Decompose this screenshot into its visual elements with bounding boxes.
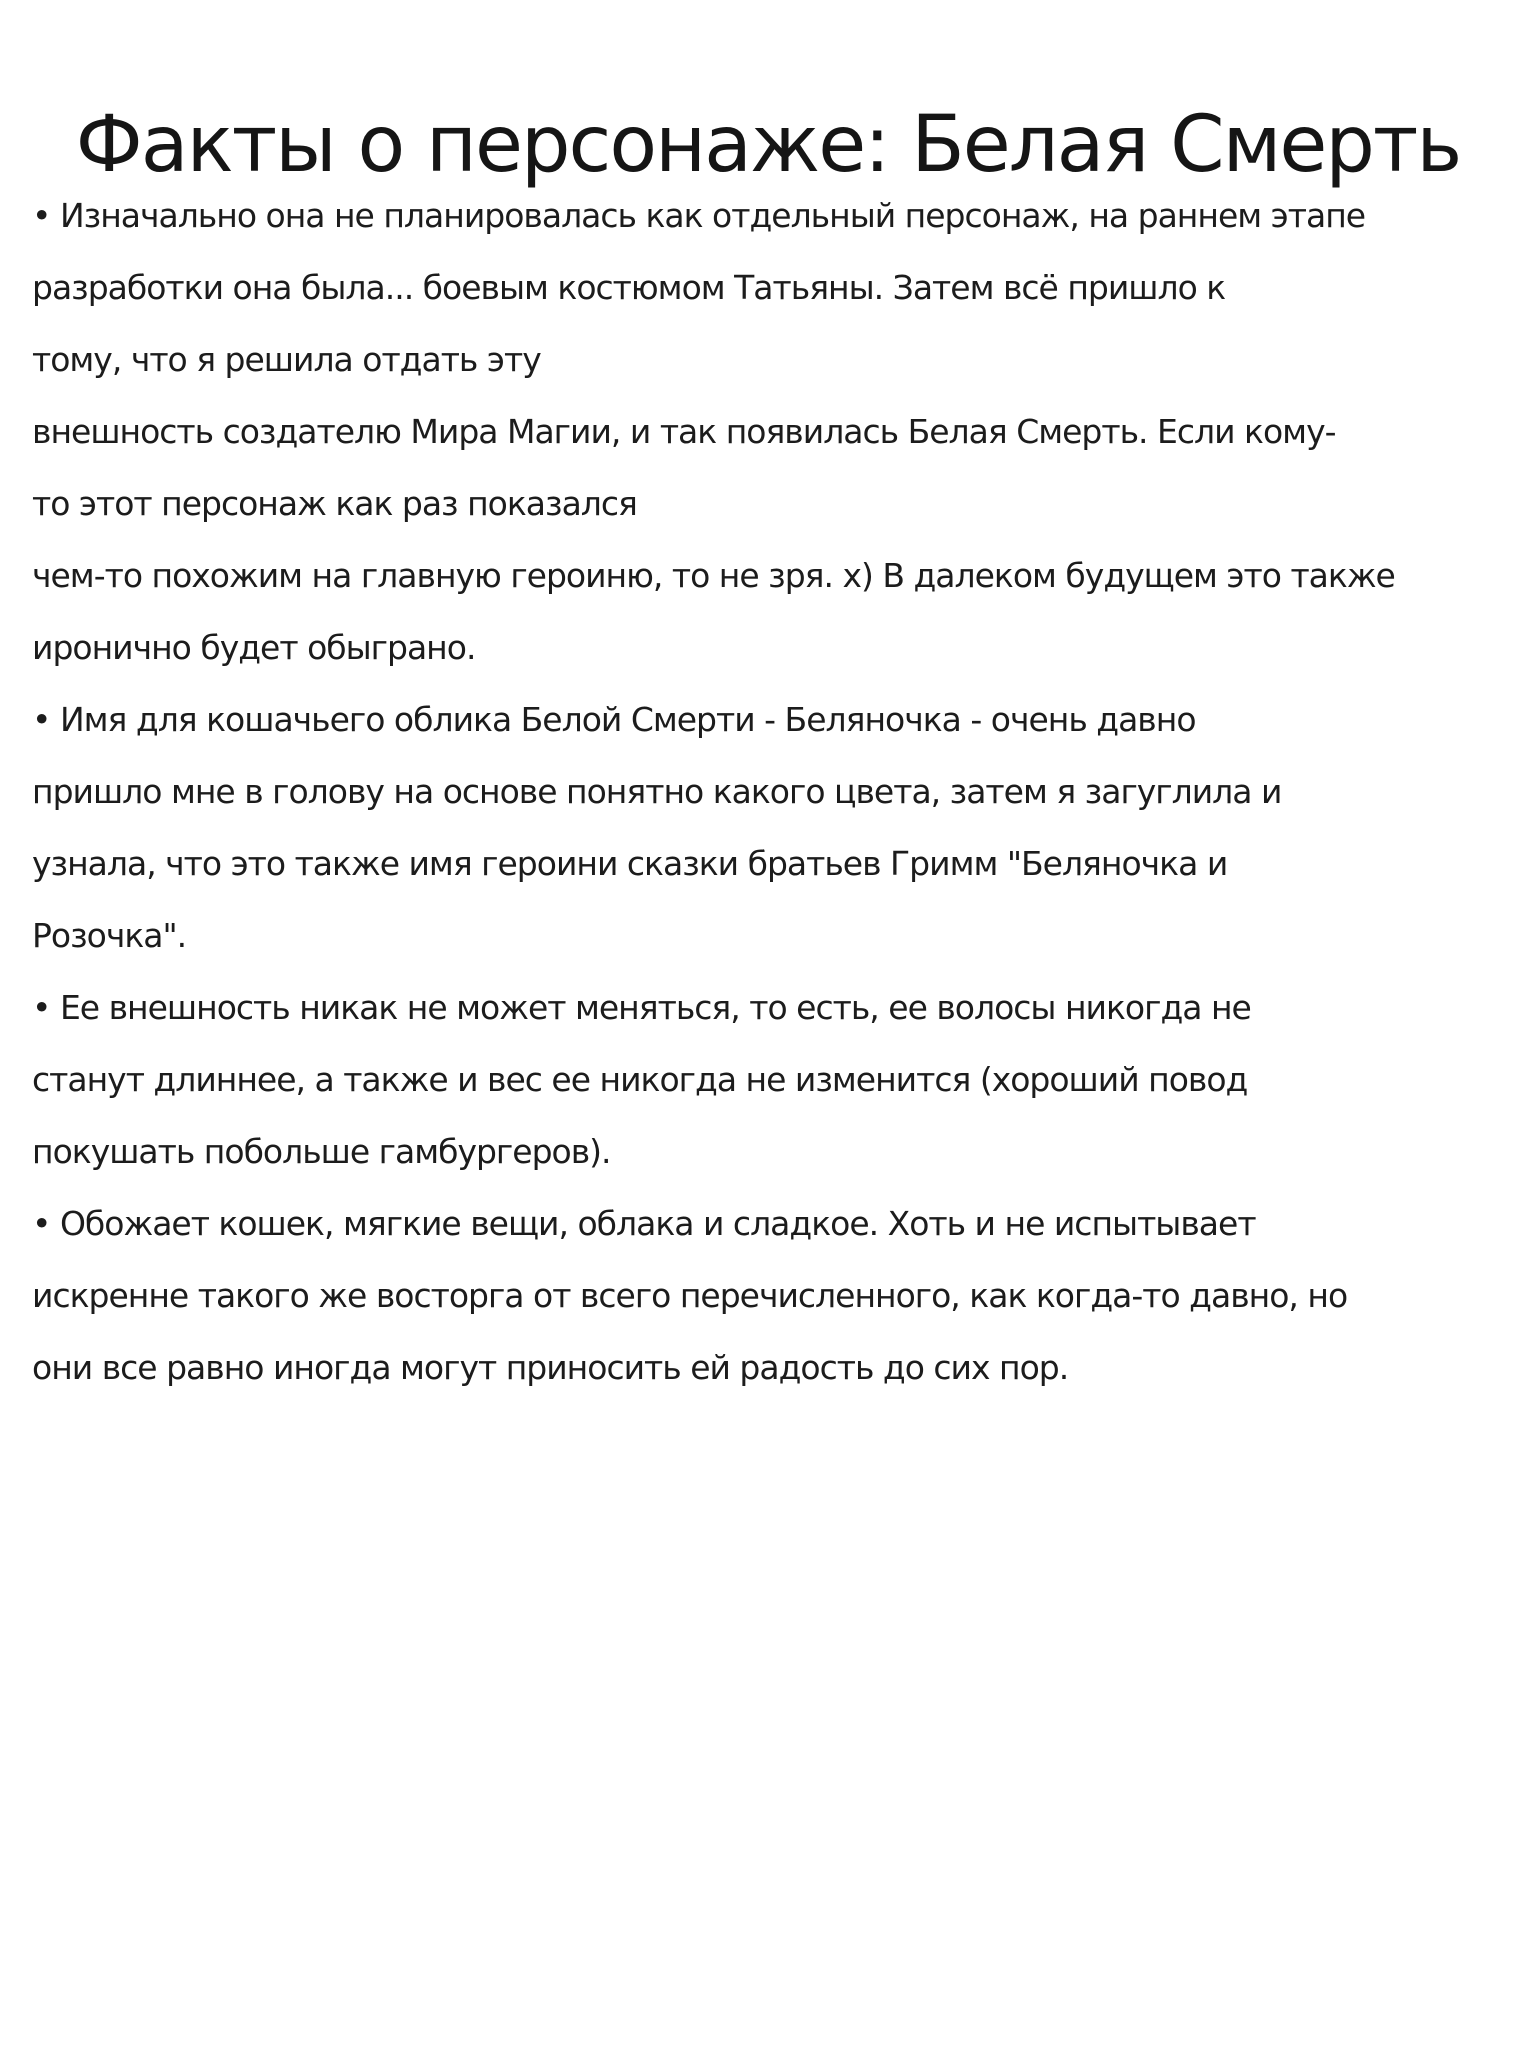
text-line: то этот персонаж как раз показался (32, 484, 637, 523)
text-line: разработки она была... боевым костюмом Татьяны. Затем всё пришло к (32, 268, 1226, 307)
text-line: иронично будет обыграно. (32, 628, 476, 667)
text-line: они все равно иногда могут приносить ей радость до сих пор. (32, 1348, 1069, 1387)
facts-text (32, 180, 1510, 1404)
page-title: Факты о персонаже: Белая Смерть (75, 100, 1461, 191)
text-line: тому, что я решила отдать эту (32, 340, 541, 379)
text-line: чем-то похожим на главную героиню, то не зря. x) В далеком будущем это также (32, 556, 1395, 595)
text-line: пришло мне в голову на основе понятно какого цвета, затем я загуглила и (32, 772, 1282, 811)
text-line: • Обожает кошек, мягкие вещи, облака и сладкое. Хоть и не испытывает (32, 1204, 1256, 1243)
text-line: покушать побольше гамбургеров). (32, 1132, 611, 1171)
text-line: искренне такого же восторга от всего перечисленного, как когда-то давно, но (32, 1276, 1348, 1315)
text-line: • Ее внешность никак не может меняться, то есть, ее волосы никогда не (32, 988, 1251, 1027)
text-line: • Изначально она не планировалась как отдельный персонаж, на раннем этапе (32, 196, 1366, 235)
text-line: станут длиннее, а также и вес ее никогда не изменится (хороший повод (32, 1060, 1248, 1099)
text-line: Розочка". (32, 916, 187, 955)
text-line: • Имя для кошачьего облика Белой Смерти - Беляночка - очень давно (32, 700, 1196, 739)
text-line: узнала, что это также имя героини сказки братьев Гримм "Беляночка и (32, 844, 1228, 883)
text-line: внешность создателю Мира Магии, и так появилась Белая Смерть. Если кому- (32, 412, 1336, 451)
